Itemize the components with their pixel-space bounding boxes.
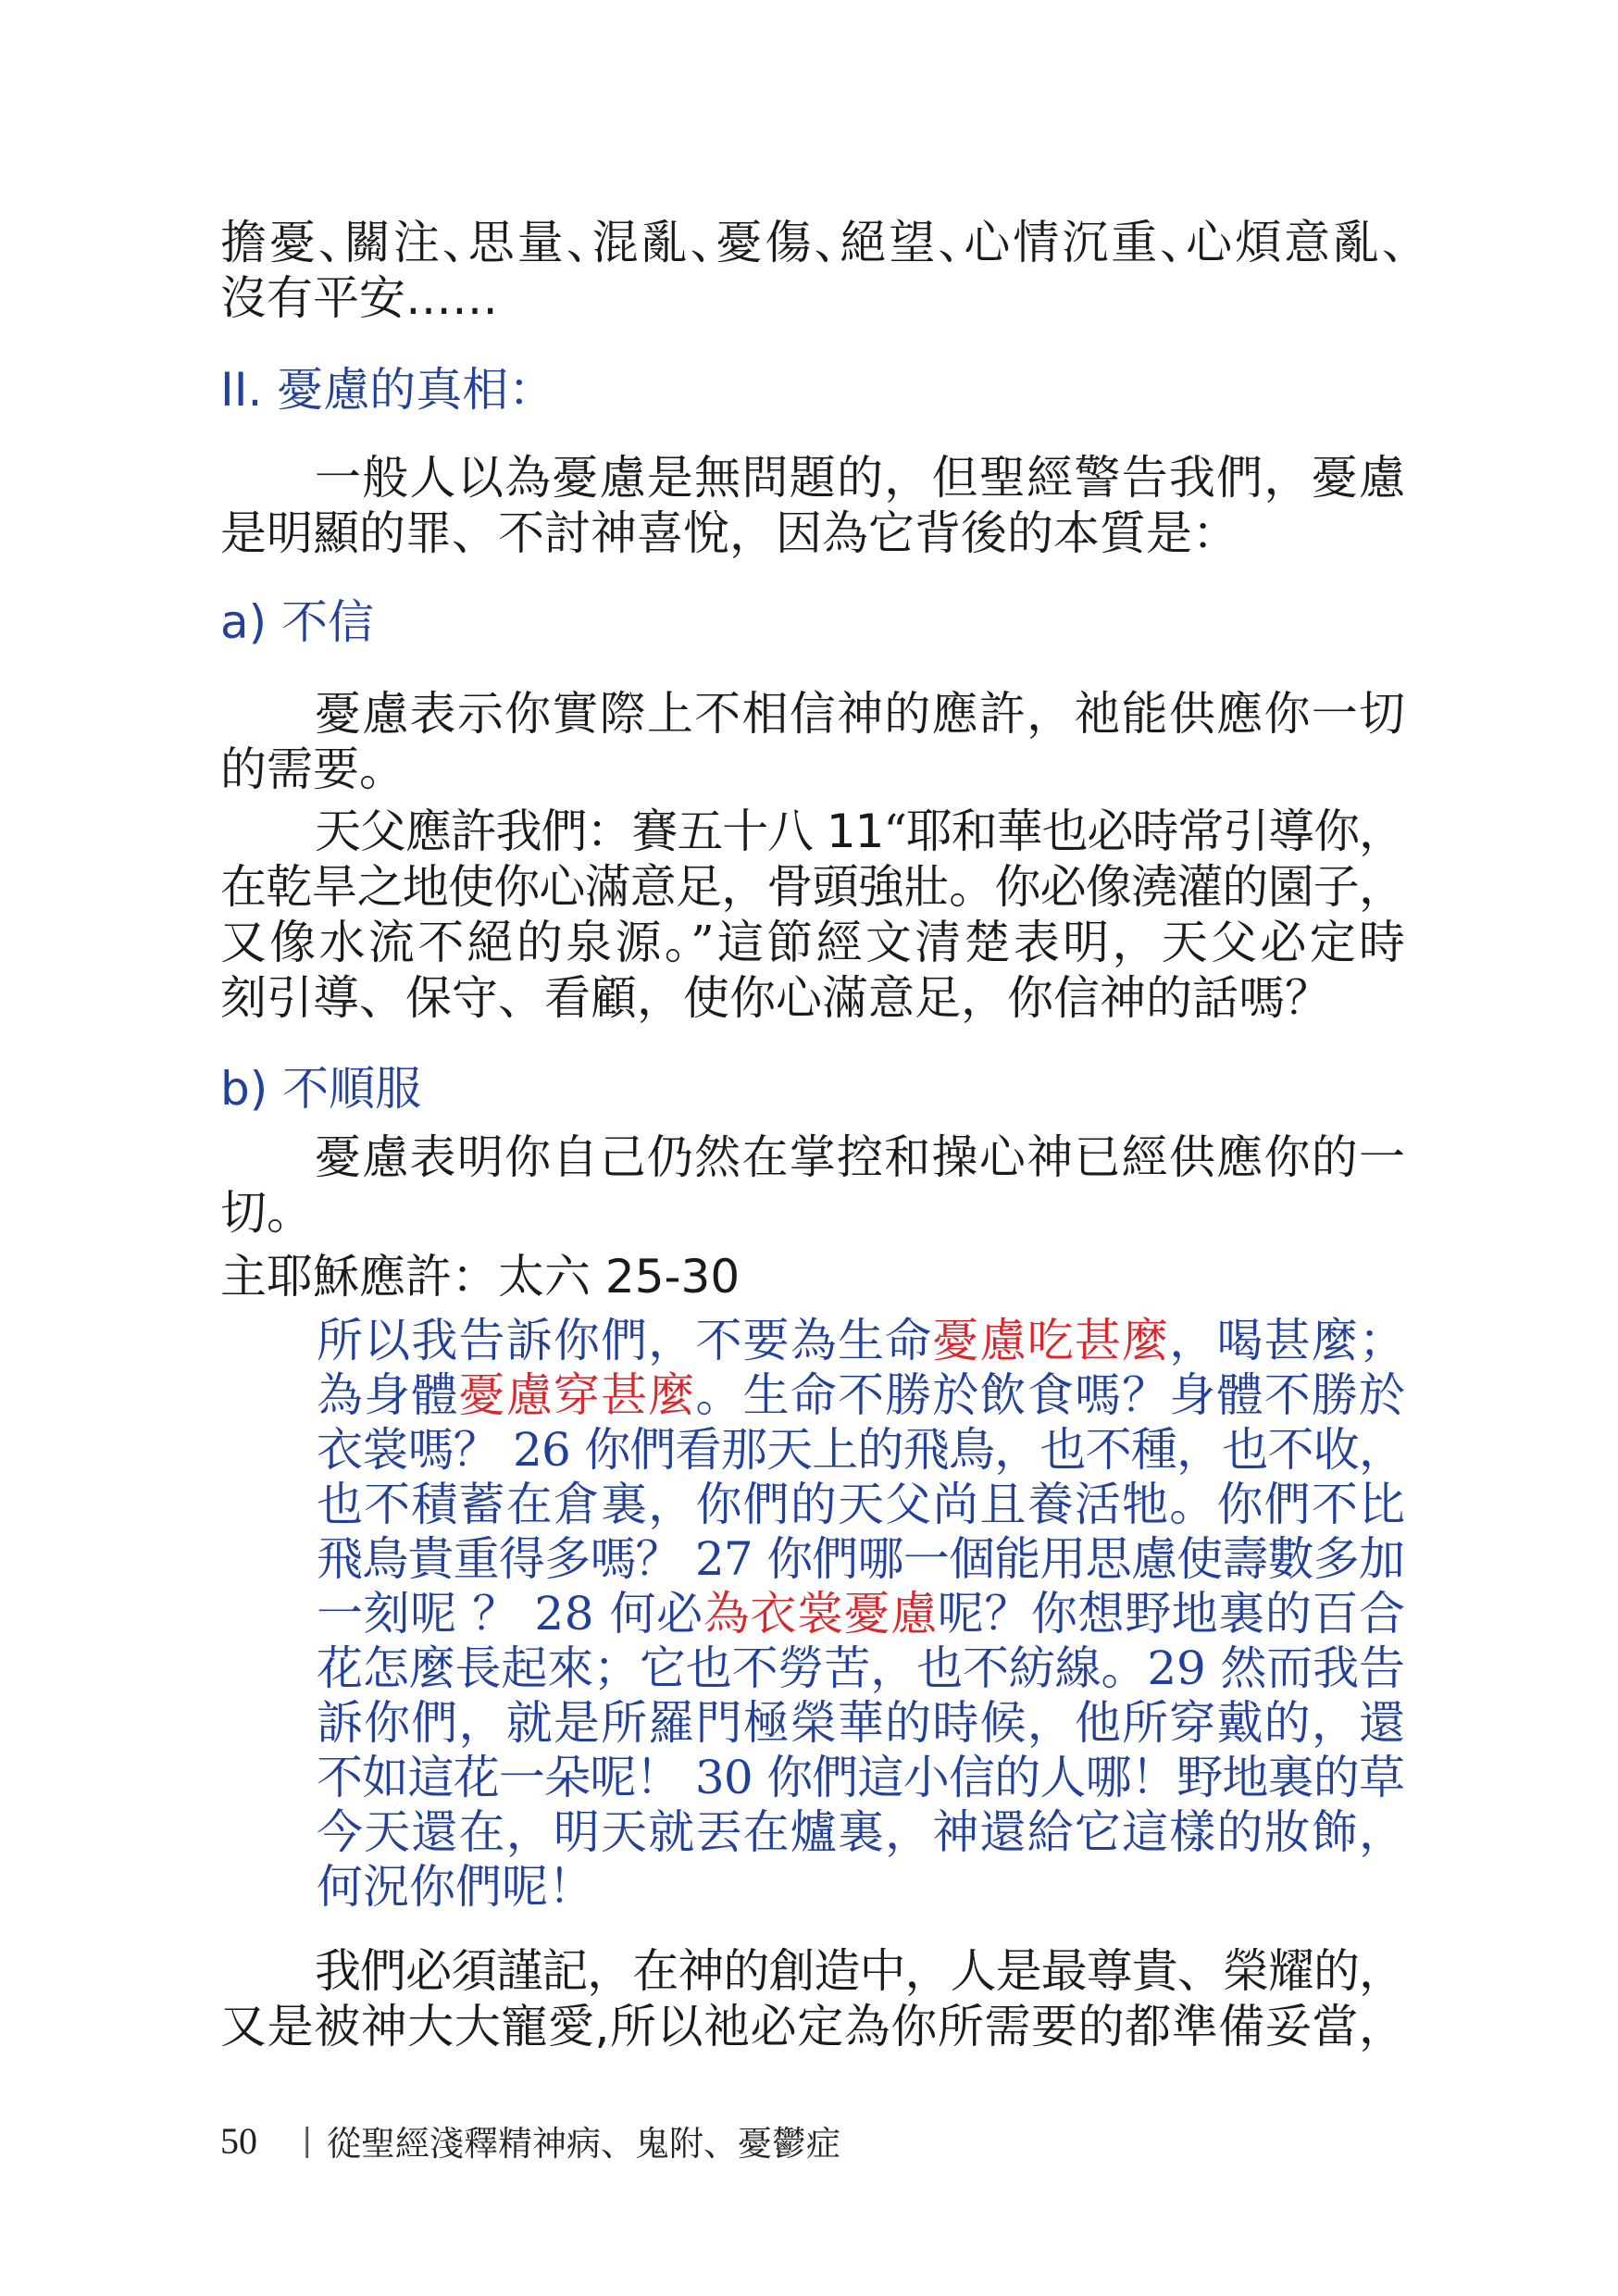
quote-line: [317, 1805, 1405, 1860]
text-line: [315, 804, 1405, 859]
text-line: [220, 215, 1408, 270]
commentary-text: 這節經文清楚表明，天父必定時: [716, 916, 1409, 969]
line-text: 切。: [220, 1186, 313, 1240]
text-line: [315, 450, 1405, 505]
commentary-text: 刻引導、保守、看顧，使你心滿意足，你信神的話嗎？: [220, 971, 1331, 1025]
text-line: [315, 686, 1405, 742]
unbelief-paragraph: [220, 686, 1405, 797]
scripture-quote-text: 在乾旱之地使你心滿意足，骨頭強壯。你必像澆灌的園子，: [220, 860, 1405, 914]
footer-separator: |: [302, 2122, 313, 2159]
quote-line: [317, 1368, 1405, 1423]
quote-text: 為身體: [317, 1368, 459, 1422]
line-text: [220, 859, 1404, 915]
line-text: 是明顯的罪、不討神喜悅，因為它背後的本質是：: [220, 506, 1238, 560]
disobedience-paragraph: [220, 1129, 1405, 1241]
section-intro-paragraph: [220, 450, 1405, 561]
quote-line-text: [317, 1587, 1406, 1641]
text-line: [220, 970, 1405, 1026]
heading-text: b) 不順服: [220, 1062, 422, 1116]
scripture-quote-block: [317, 1314, 1405, 1915]
book-title: 從聖經淺釋精神病、鬼附、憂鬱症: [327, 2124, 840, 2164]
page-body: [220, 215, 1409, 2054]
text-line: [220, 742, 1405, 797]
text-line: [220, 1185, 1405, 1241]
quote-text: 衣裳嗎？ 26 你們看那天上的飛鳥，也不種，也不收，: [317, 1423, 1405, 1477]
heading-line: [220, 362, 1405, 418]
quote-line: [317, 1532, 1405, 1587]
text-line: [220, 270, 1405, 326]
quote-text: 不如這花一朵呢！ 30 你們這小信的人哪！野地裏的草: [317, 1751, 1405, 1804]
text-line: [220, 505, 1405, 561]
scripture-quote-text: 又像水流不絕的泉源。”: [220, 916, 717, 969]
quote-line: [317, 1641, 1405, 1696]
line-text: 我們必須謹記，在神的創造中，人是最尊貴、榮耀的，: [315, 1944, 1405, 1998]
jesus-promise-intro: [220, 1249, 1405, 1304]
quote-text: 所以我告訴你們，不要為生命: [317, 1314, 933, 1367]
quote-text: 訴你們，就是所羅門極榮華的時候，他所穿戴的，還: [317, 1696, 1407, 1750]
section-heading: [220, 362, 1405, 418]
quote-line: [317, 1751, 1405, 1805]
quote-text: 何況你們呢！: [317, 1860, 594, 1914]
text-line: [220, 915, 1409, 970]
line-text: 一般人以為憂慮是無問題的，但聖經警告我們，憂慮: [315, 451, 1407, 505]
text-line: [315, 1943, 1405, 1999]
quote-line: [317, 1314, 1405, 1368]
text-line: [315, 1129, 1405, 1185]
heading-line: [220, 594, 1405, 650]
promise-lead-text: 天父應許我們：賽五十八 11: [315, 805, 884, 858]
quote-line: [317, 1587, 1405, 1641]
intro-paragraph: [220, 215, 1408, 326]
quote-text: 今天還在，明天就丟在爐裏，神還給它這樣的妝飾，: [317, 1805, 1407, 1859]
line-text: 主耶穌應許：太六 25-30: [220, 1250, 741, 1304]
scripture-quote-text: “耶和華也必時常引導你，: [883, 805, 1404, 858]
quote-line: [317, 1696, 1405, 1751]
subheading-unbelief: [220, 594, 1405, 650]
line-text: 沒有平安……: [220, 271, 498, 325]
line-text: 的需要。: [220, 742, 405, 796]
line-text: 又是被神大大寵愛,所以祂必定為你所需要的都準備妥當，: [220, 2000, 1406, 2053]
highlighted-text: 憂慮吃甚麼: [932, 1314, 1170, 1367]
closing-paragraph: [220, 1943, 1405, 2054]
line-text: 憂慮表明你自己仍然在掌控和操心神已經供應你的一: [315, 1130, 1407, 1184]
quote-line-text: [317, 1314, 1406, 1368]
heading-text: a) 不信: [220, 595, 375, 649]
line-text: 擔憂、關注、思量、混亂、憂傷、絕望、心情沉重、心煩意亂、: [220, 216, 1408, 269]
quote-text: 飛鳥貴重得多嗎？ 27 你們哪一個能用思慮使壽數多加: [317, 1532, 1405, 1586]
quote-text: 也不積蓄在倉裏，你們的天父尚且養活牠。你們不比: [317, 1478, 1407, 1531]
quote-line-text: [317, 1368, 1406, 1423]
quote-line: [317, 1478, 1405, 1532]
highlighted-text: 為衣裳憂慮: [703, 1587, 938, 1641]
subheading-disobedience: [220, 1061, 1405, 1117]
line-text: [315, 804, 1404, 859]
page-footer: [220, 2117, 840, 2164]
heading-line: [220, 1061, 1405, 1117]
text-line: [220, 1249, 1405, 1304]
quote-line: [317, 1423, 1405, 1478]
text-line: [220, 1999, 1405, 2054]
heading-text: II. 憂慮的真相：: [220, 363, 555, 417]
quote-text: ，喝甚麼；: [1169, 1314, 1407, 1367]
line-text: 憂慮表示你實際上不相信神的應許，祂能供應你一切: [315, 687, 1407, 741]
page-number: 50: [220, 2119, 257, 2162]
quote-text: 。生命不勝於飲食嗎？身體不勝於: [695, 1368, 1407, 1422]
text-line: [220, 859, 1405, 915]
father-promise-paragraph: [220, 804, 1409, 1026]
line-text: [220, 915, 1408, 970]
quote-text: 一刻呢 ？ 28 何必: [317, 1587, 703, 1641]
quote-text: 呢？你想野地裏的百合: [937, 1587, 1406, 1641]
quote-line: [317, 1860, 1405, 1915]
quote-text: 花怎麼長起來；它也不勞苦，也不紡線。29 然而我告: [317, 1641, 1405, 1695]
highlighted-text: 憂慮穿甚麼: [458, 1368, 696, 1422]
